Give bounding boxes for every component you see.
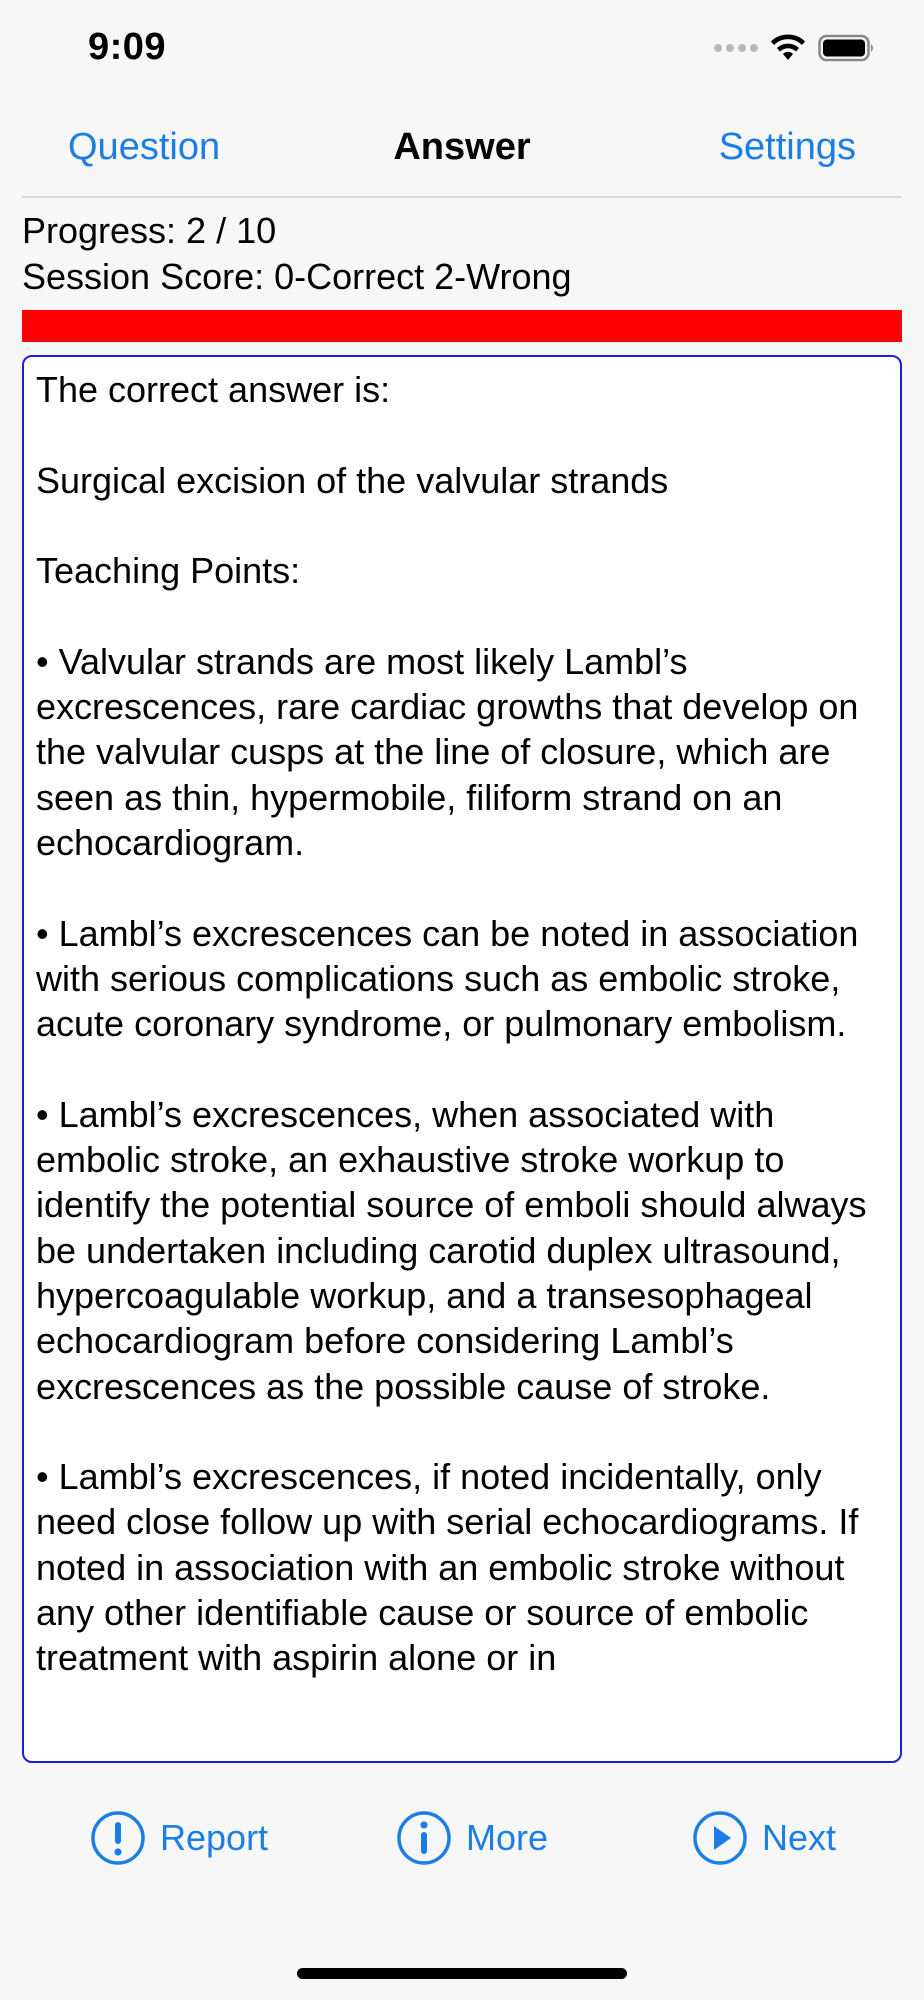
score-progress-fill bbox=[22, 310, 902, 342]
correct-answer: Surgical excision of the valvular strands bbox=[36, 459, 669, 501]
page-title: Answer bbox=[393, 126, 531, 168]
more-button[interactable] bbox=[396, 1810, 548, 1866]
progress-info bbox=[22, 208, 902, 300]
status-bar bbox=[0, 0, 924, 100]
teaching-points-heading: Teaching Points: bbox=[36, 550, 301, 592]
progress-text: Progress: 2 / 10 bbox=[22, 210, 277, 251]
answer-intro: The correct answer is: bbox=[36, 369, 391, 410]
navigation-bar bbox=[22, 110, 902, 198]
status-icons bbox=[714, 34, 876, 62]
report-label: Report bbox=[160, 1817, 269, 1858]
score-progress-bar bbox=[22, 310, 902, 342]
teaching-point: • Valvular strands are most likely Lambl’s excrescences, rare cardiac growths that develop on the valvular cusps at the line of closure, which are seen as thin, hypermobile, filiform strand on an echocardiogram. bbox=[36, 640, 859, 863]
battery-icon bbox=[818, 34, 876, 62]
report-button[interactable] bbox=[90, 1810, 268, 1866]
answer-text-view[interactable] bbox=[22, 355, 902, 1763]
teaching-point: • Lambl’s excrescences, when associated with embolic stroke, an exhaustive stroke workup to identify the potential source of emboli should always be undertaken including carotid duplex ultrasound, hypercoagulable workup, and a transesophageal echocardiogram before considering Lambl’s excrescences as the possible cause of stroke. bbox=[36, 1093, 867, 1407]
info-circle-icon bbox=[396, 1810, 452, 1866]
next-label: Next bbox=[762, 1817, 837, 1858]
question-tab-button[interactable]: Question bbox=[68, 126, 221, 168]
play-circle-icon bbox=[692, 1810, 748, 1866]
session-score-text: Session Score: 0-Correct 2-Wrong bbox=[22, 256, 572, 297]
next-button[interactable] bbox=[692, 1810, 836, 1866]
more-label: More bbox=[466, 1817, 549, 1858]
cellular-signal-icon bbox=[714, 44, 758, 52]
status-time: 9:09 bbox=[88, 26, 167, 68]
answer-content bbox=[24, 357, 900, 1681]
settings-button[interactable]: Settings bbox=[718, 126, 856, 168]
teaching-point: • Lambl’s excrescences, if noted incidentally, only need close follow up with serial echocardiograms. If noted in association with an embolic stroke without any other identifiable cause or source of embolic treatment with aspirin alone or in bbox=[36, 1456, 859, 1679]
teaching-point: • Lambl’s excrescences can be noted in association with serious complications such as embolic stroke, acute coronary syndrome, or pulmonary embolism. bbox=[36, 912, 859, 1045]
home-indicator bbox=[297, 1968, 627, 1979]
wifi-icon bbox=[770, 34, 806, 62]
bottom-toolbar bbox=[0, 1810, 924, 1900]
exclamation-circle-icon bbox=[90, 1810, 146, 1866]
